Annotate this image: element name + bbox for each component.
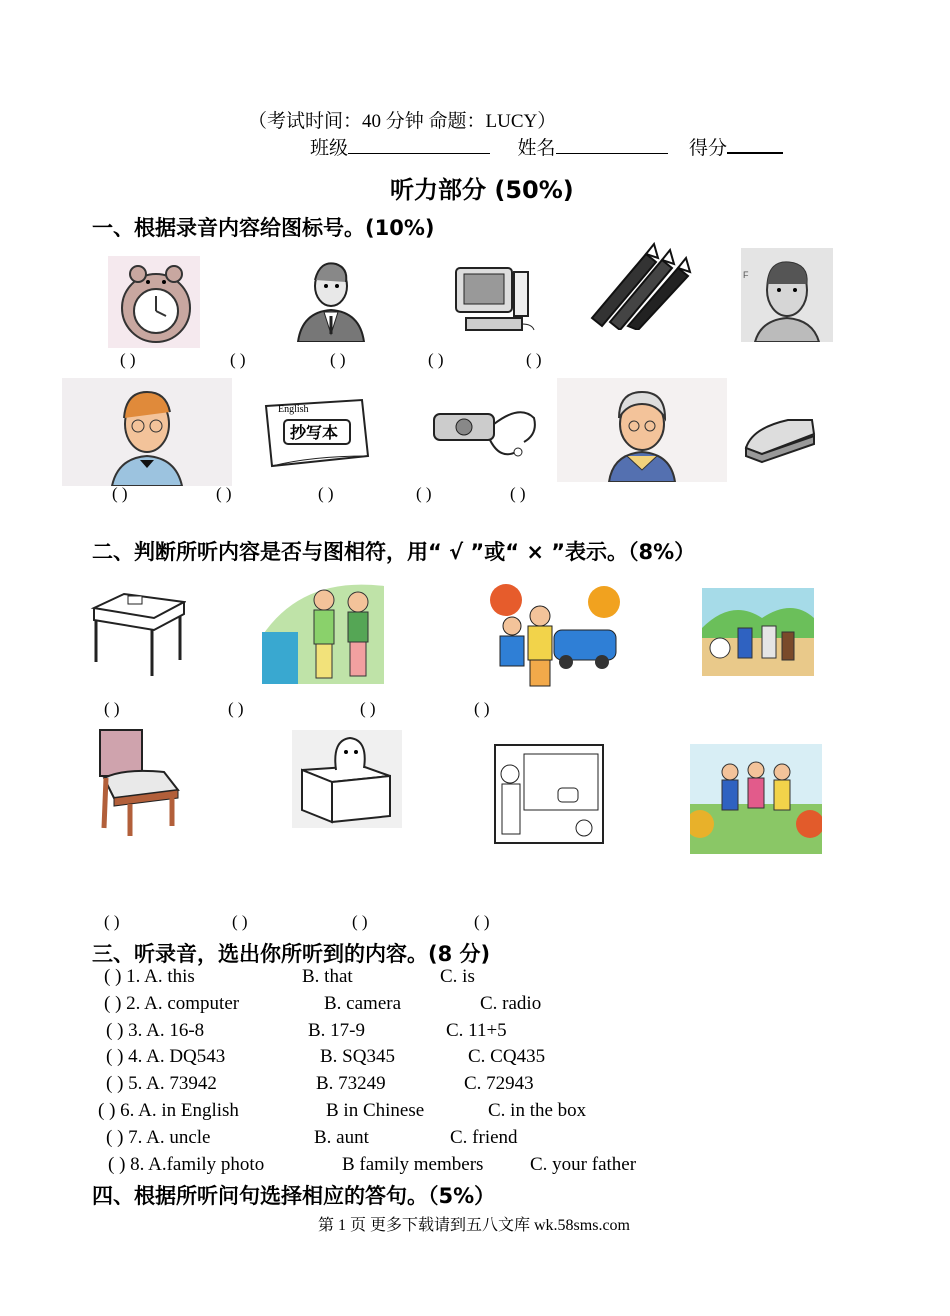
question-4-option-b[interactable]: B. SQ345 [320,1046,395,1067]
answer-blank[interactable]: ( ) [230,350,246,369]
page-title: 听力部分 (50%) [390,176,574,204]
question-4-prefix: ( ) 4. A. DQ543 [106,1046,226,1067]
answer-blank[interactable]: ( ) [474,699,490,718]
question-3-option-b[interactable]: B. 17-9 [308,1020,365,1041]
answer-blank[interactable]: ( ) [318,484,334,503]
question-6-prefix: ( ) 6. A. in English [98,1100,239,1121]
answer-blank[interactable]: ( ) [360,699,376,718]
answer-blank[interactable]: ( ) [228,699,244,718]
question-7-prefix: ( ) 7. A. uncle [106,1127,211,1148]
man-portrait-picture [741,248,833,342]
question-1-option-b[interactable]: B. that [302,966,353,987]
answer-blank[interactable]: ( ) [526,350,542,369]
stapler-picture [742,414,818,464]
question-7-option-c[interactable]: C. friend [450,1127,518,1148]
question-5-option-b[interactable]: B. 73249 [316,1073,386,1094]
answer-blank[interactable]: ( ) [330,350,346,369]
question-1-prefix: ( ) 1. A. this [104,966,195,987]
answer-blank[interactable]: ( ) [112,484,128,503]
kids-traveling-picture [702,588,814,676]
cd-player-picture [430,394,542,464]
question-8-prefix: ( ) 8. A.family photo [108,1154,265,1175]
svg-text:F: F [743,270,749,280]
answer-blank[interactable]: ( ) [428,350,444,369]
kids-hiking-picture [690,744,822,854]
answer-blank[interactable]: ( ) [416,484,432,503]
teacher-board-picture [494,744,604,844]
question-3-option-c[interactable]: C. 11+5 [446,1020,507,1041]
section2-heading: 二、判断所听内容是否与图相符，用“ √ ”或“ × ”表示。（8%） [92,540,696,564]
question-4-option-c[interactable]: C. CQ435 [468,1046,546,1067]
question-6-option-c[interactable]: C. in the box [488,1100,587,1121]
class-blank[interactable] [348,135,490,154]
answer-blank[interactable]: ( ) [510,484,526,503]
question-3-prefix: ( ) 3. A. 16-8 [106,1020,205,1041]
class-label: 班级 [310,138,349,159]
question-5-prefix: ( ) 5. A. 73942 [106,1073,217,1094]
grandma-picture [557,378,727,482]
grandpa-picture [62,378,232,486]
page-footer: 第 1 页 更多下载请到五八文库 wk.58sms.com [318,1217,631,1234]
name-blank[interactable] [556,135,668,154]
question-2-prefix: ( ) 2. A. computer [104,993,240,1014]
svg-text:English: English [278,404,309,415]
man-in-suit-picture [290,254,372,342]
section4-heading: 四、根据所听问句选择相应的答句。（5%） [92,1184,496,1208]
desk-picture [90,590,186,678]
answer-blank[interactable]: ( ) [352,912,368,931]
question-8-option-c[interactable]: C. your father [530,1154,637,1175]
name-label: 姓名 [517,138,556,159]
question-2-option-c[interactable]: C. radio [480,993,542,1014]
question-2-option-b[interactable]: B. camera [324,993,402,1014]
answer-blank[interactable]: ( ) [104,912,120,931]
question-7-option-b[interactable]: B. aunt [314,1127,369,1148]
pens-picture [588,240,692,330]
section1-heading: 一、根据录音内容给图标号。(10%) [92,216,435,240]
computer-picture [452,264,538,336]
question-5-option-c[interactable]: C. 72943 [464,1073,534,1094]
exam-info: （考试时间：40 分钟 命题：LUCY） [248,111,557,132]
answer-blank[interactable]: ( ) [216,484,232,503]
question-1-option-c[interactable]: C. is [440,966,475,987]
question-8-option-b[interactable]: B family members [342,1154,484,1175]
answer-blank[interactable]: ( ) [120,350,136,369]
kids-talking-picture [262,576,384,684]
clock-bear-picture [108,256,200,348]
svg-text:抄写本: 抄写本 [290,423,339,442]
section3-heading: 三、听录音，选出你所听到的内容。(8 分) [92,942,491,966]
score-label: 得分 [689,138,728,159]
dog-in-box-picture [292,730,402,828]
score-blank[interactable] [727,134,783,154]
copybook-picture [262,396,372,472]
question-6-option-b[interactable]: B in Chinese [326,1100,425,1121]
answer-blank[interactable]: ( ) [232,912,248,931]
answer-blank[interactable]: ( ) [104,699,120,718]
answer-blank[interactable]: ( ) [474,912,490,931]
chair-with-clothes-picture [94,728,182,838]
boys-with-car-picture [490,580,620,688]
student-info-line [310,133,783,160]
